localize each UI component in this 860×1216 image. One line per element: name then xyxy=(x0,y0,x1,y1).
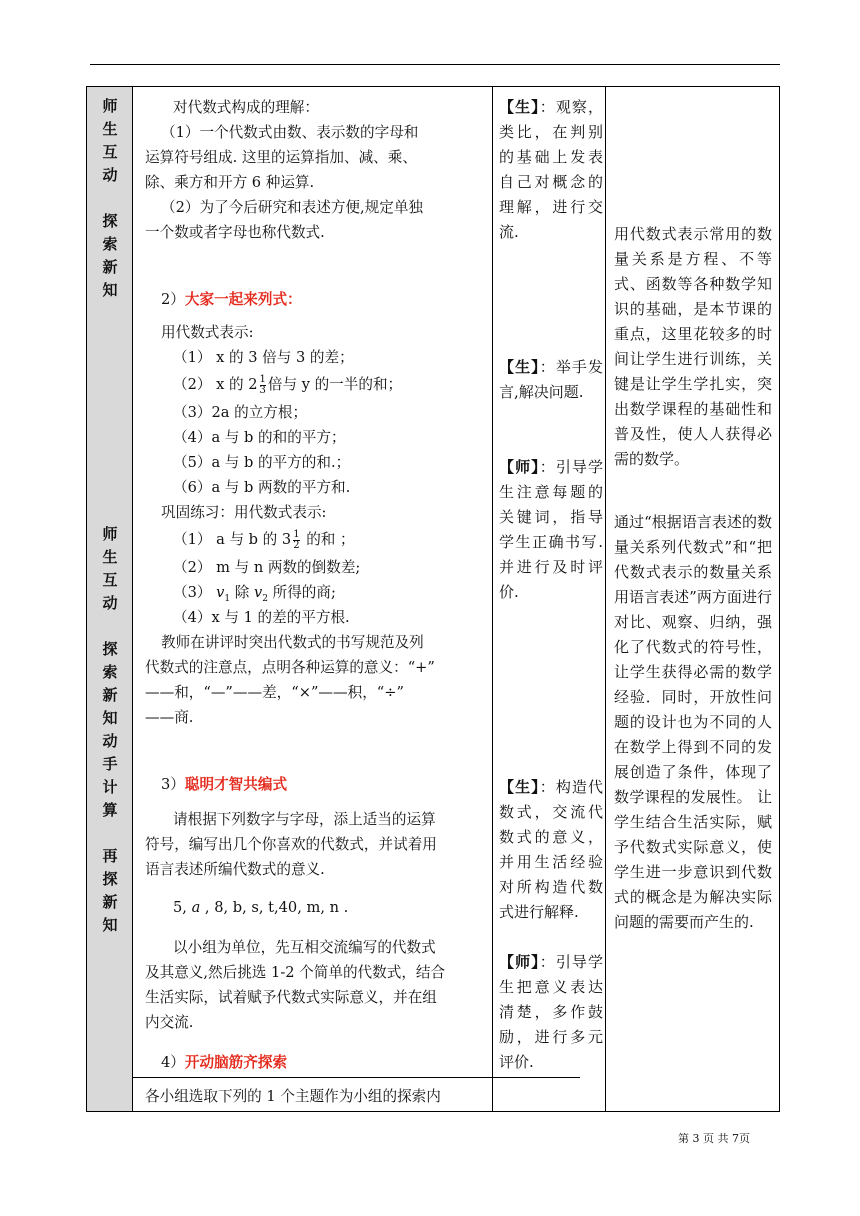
content-line: （2）为了今后研究和表述方便,规定单独 xyxy=(161,199,424,216)
activity-note xyxy=(499,950,603,1075)
content-line: 一个数或者字母也称代数式. xyxy=(145,224,325,241)
section-label-char: 新 xyxy=(102,686,118,704)
section-number: 2） xyxy=(161,291,185,308)
section-label-bottom xyxy=(87,523,133,937)
section-label-char: 知 xyxy=(102,281,118,299)
section-label-char: 生 xyxy=(102,548,118,566)
section-label-char: 探 xyxy=(102,640,118,658)
symbol-text: 5, xyxy=(173,899,192,916)
content-line: 内交流. xyxy=(145,1014,194,1031)
section-label-char: 新 xyxy=(102,258,118,276)
variable: v xyxy=(253,584,263,601)
section-heading-2 xyxy=(161,287,302,312)
exercise-item: （4）a 与 b 的和的平方； xyxy=(173,429,346,446)
section-label-char: 动 xyxy=(102,166,118,184)
section-label-char: 师 xyxy=(102,525,118,543)
subscript: 1 xyxy=(224,593,231,604)
section-title: 开动脑筋齐探索 xyxy=(184,1054,288,1071)
content-line: 各小组选取下列的 1 个主题作为小组的探索内 xyxy=(145,1088,441,1105)
section-label-char: 师 xyxy=(102,97,118,115)
lesson-plan-table xyxy=(86,86,780,1112)
exercise-text: 倍与 y 的一半的和； xyxy=(267,376,403,393)
page-footer: 第 3 页 共 7页 xyxy=(678,1132,750,1145)
section-label-char xyxy=(87,822,133,845)
role-tag: 【师】 xyxy=(499,953,540,971)
practice-text: 所得的商; xyxy=(267,584,336,601)
section-label-char xyxy=(87,187,133,210)
activity-note xyxy=(499,355,603,405)
content-line: 生活实际，试着赋予代数式实际意义，并在组 xyxy=(145,989,437,1006)
content-line: 代数式的注意点，点明各种运算的意义：“+” xyxy=(145,659,435,676)
section-label-char: 动 xyxy=(102,594,118,612)
section-label-char xyxy=(87,615,133,638)
activity-text: ：举手发言,解决问题. xyxy=(499,358,603,401)
section-number: 3） xyxy=(161,776,185,793)
exercise-item: （1） x 的 3 倍与 3 的差； xyxy=(173,349,354,366)
numerator: 1 xyxy=(259,373,266,385)
section-heading-4 xyxy=(161,1050,287,1075)
section-title: 聪明才智共编式 xyxy=(184,776,288,793)
activity-text: ：构造代数式，交流代数式的意义，并用生活经验对所构造代数式进行解释. xyxy=(499,778,603,921)
practice-text: 的和 ； xyxy=(301,531,355,548)
activity-note xyxy=(499,95,603,245)
section-number: 4） xyxy=(161,1054,185,1071)
design-intent-column xyxy=(606,87,779,1111)
denominator: 3 xyxy=(259,384,266,396)
content-line: 符号，编写出几个你喜欢的代数式，并试着用 xyxy=(145,836,437,853)
section-title: 大家一起来列式： xyxy=(184,291,302,308)
exercise-text: （2） x 的 2 xyxy=(173,376,258,393)
symbol-text: , 8, b, s, t,40, m, n . xyxy=(200,899,349,916)
content-line: 运算符号组成. 这里的运算指加、减、乘、 xyxy=(145,149,417,166)
content-line: 及其意义,然后挑选 1-2 个简单的代数式，结合 xyxy=(145,964,446,981)
practice-text: （3） xyxy=(173,584,217,601)
activity-text: ：引导学生注意每题的关键词，指导学生正确书写. 并进行及时评价. xyxy=(499,458,603,601)
fraction xyxy=(260,375,266,396)
content-line: 请根据下列数字与字母，添上适当的运算 xyxy=(173,811,436,828)
activity-note xyxy=(499,455,603,605)
section-label-char: 索 xyxy=(102,663,118,681)
symbol-list xyxy=(173,895,348,920)
section-label-column xyxy=(87,87,133,1111)
section-label-char: 算 xyxy=(102,801,118,819)
section-label-char: 动 xyxy=(102,732,118,750)
variable: v xyxy=(216,584,225,601)
role-tag: 【生】 xyxy=(499,98,540,116)
section-label-char: 生 xyxy=(102,120,118,138)
intent-note: 通过“根据语言表述的数量关系列代数式”和“把代数式表示的数量关系用语言表述”两方面进行对比、观察、归纳，强化了代数式的符号性，让学生获得必需的数学经验．同时，开放性问题的设计也为不同的人在数学上得到不同的发展创造了条件，体现了数学课程的发展性。 让学生结合生活实际，赋予代数式实际意义，使学生进一步意识到代数式的概念是为解决实际问题的需要而产生的. xyxy=(614,513,772,931)
section-label-char: 探 xyxy=(102,870,118,888)
exercise-item: （6）a 与 b 两数的平方和. xyxy=(173,479,351,496)
practice-item: （2） m 与 n 两数的倒数差; xyxy=(173,559,361,576)
section-label-char: 新 xyxy=(102,893,118,911)
numerator: 1 xyxy=(293,528,300,540)
practice-text: 除 xyxy=(230,584,254,601)
fraction xyxy=(293,530,299,551)
denominator: 2 xyxy=(293,539,300,551)
content-line: 对代数式构成的理解： xyxy=(173,99,319,116)
content-line: （1）一个代数式由数、表示数的字母和 xyxy=(161,124,419,141)
section-label-char: 索 xyxy=(102,235,118,253)
intent-note: 用代数式表示常用的数量关系是方程、不等式、函数等各种数学知识的基础，是本节课的重点，这里花较多的时间让学生进行训练，关键是让学生学扎实，突出数学课程的基础性和普及性，使人人获得必需的数学。 xyxy=(614,225,772,468)
practice-text: （1） a 与 b 的 3 xyxy=(173,531,292,548)
exercise-item xyxy=(173,372,402,397)
subscript: 2 xyxy=(262,593,268,604)
content-line: ——商. xyxy=(145,709,194,726)
content-line: 以小组为单位，先互相交流编写的代数式 xyxy=(173,939,436,956)
section-label-char: 探 xyxy=(102,212,118,230)
content-line: 除、乘方和开方 6 种运算. xyxy=(145,174,315,191)
activity-note xyxy=(499,775,603,925)
practice-item: （4）x 与 1 的差的平方根. xyxy=(173,609,350,626)
role-tag: 【生】 xyxy=(499,778,540,796)
section-label-char: 知 xyxy=(102,709,118,727)
section-heading-3 xyxy=(161,772,287,797)
variable: a xyxy=(191,899,201,916)
content-line: 教师在讲评时突出代数式的书写规范及列 xyxy=(161,634,424,651)
exercise-item: （3）2a 的立方根； xyxy=(173,404,308,421)
section-label-char: 计 xyxy=(102,778,118,796)
header-rule xyxy=(90,64,780,65)
section-label-char: 知 xyxy=(102,916,118,934)
section-label-char: 手 xyxy=(102,755,118,773)
practice-item xyxy=(173,527,355,552)
content-line: 巩固练习：用代数式表示: xyxy=(161,504,327,521)
role-tag: 【师】 xyxy=(499,458,540,476)
role-tag: 【生】 xyxy=(499,358,540,376)
section-label-char: 再 xyxy=(102,847,118,865)
teaching-content-column xyxy=(133,87,493,1111)
content-line: 用代数式表示: xyxy=(161,324,254,341)
content-line: 语言表述所编代数式的意义. xyxy=(145,861,325,878)
section-label-top xyxy=(87,95,133,302)
section-label-char: 互 xyxy=(102,571,118,589)
section-label-char: 互 xyxy=(102,143,118,161)
activity-text: ：引导学生把意义表达清楚，多作鼓励，进行多元评价. xyxy=(499,953,603,1071)
exercise-item: （5）a 与 b 的平方的和.； xyxy=(173,454,351,471)
activity-text: ：观察，类比，在判别的基础上发表自己对概念的理解，进行交流. xyxy=(499,98,603,241)
student-teacher-activity-column xyxy=(493,87,606,1111)
content-line: ——和，“—”——差，“×”——积，“÷” xyxy=(145,684,404,701)
